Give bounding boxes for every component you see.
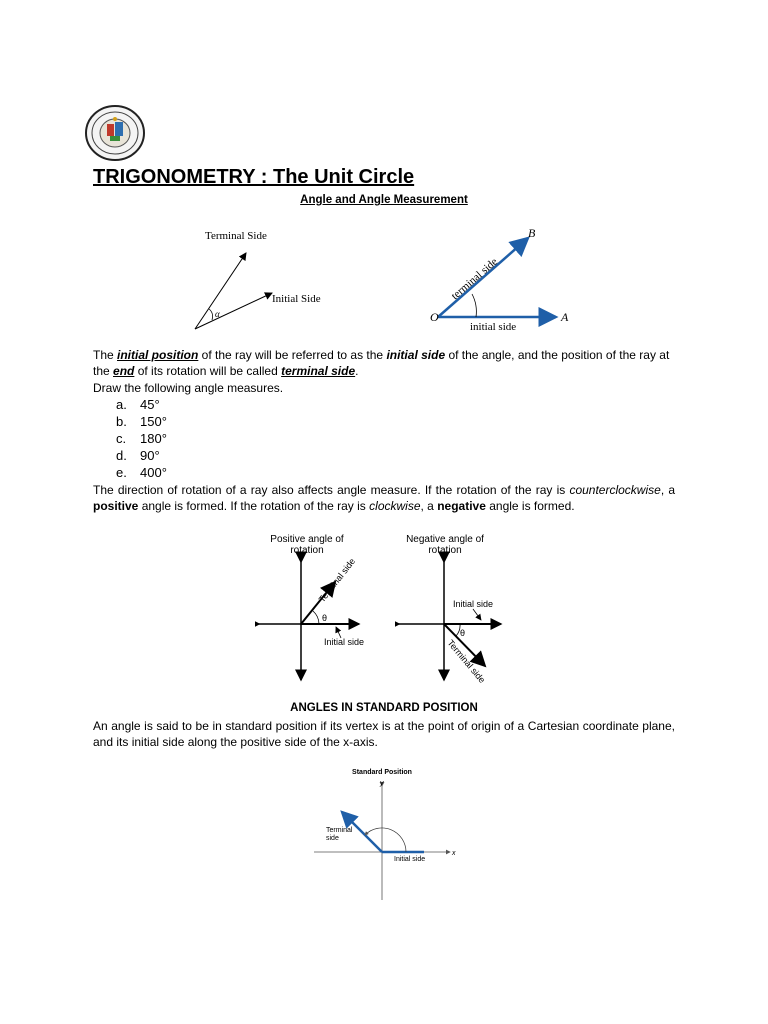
paragraph-rotation-direction: The direction of rotation of a ray also affects angle measure. If the rotation of the ray is counterclockwise, a positive angle is formed. If the rotation of the ray is clockwise, a negative angle is formed. (93, 483, 675, 513)
x-axis-label: x (452, 850, 456, 857)
angle-measure-list (116, 396, 167, 481)
theta-label: θ (460, 628, 466, 638)
positive-title-line1: Positive angle of (270, 534, 344, 545)
point-b-label: B (528, 226, 536, 240)
terminal-label-line2: side (326, 835, 339, 842)
standard-position-diagram (310, 764, 460, 904)
terminal-side-label: Terminal side (445, 637, 488, 685)
list-item: e. 400° (116, 465, 167, 480)
initial-side-label: initial side (470, 321, 517, 333)
terminal-side-label: terminal side (449, 255, 501, 303)
positive-title-line2: rotation (290, 545, 324, 556)
figure-title: Standard Position (352, 769, 412, 776)
negative-title-line1: Negative angle of (406, 534, 484, 545)
initial-side-label: Initial side (394, 856, 426, 863)
positive-rotation-diagram (255, 530, 375, 690)
list-item: d. 90° (116, 448, 160, 463)
list-item: a. 45° (116, 397, 160, 412)
page-title: TRIGONOMETRY : The Unit Circle (93, 166, 415, 188)
paragraph-initial-terminal: The initial position of the ray will be referred to as the initial side of the angle, and the position of the ray at the end of its rotation will be called terminal side. (93, 348, 670, 378)
terminal-side-label: Terminal side (316, 556, 358, 605)
initial-side-label: Initial side (324, 637, 365, 647)
terminal-side-label: Terminal Side (205, 230, 267, 242)
angle-diagram-1 (190, 225, 350, 335)
theta-label: θ (322, 613, 328, 623)
initial-side-label: Initial side (453, 599, 494, 609)
negative-title-line2: rotation (428, 545, 462, 556)
standard-position-heading: ANGLES IN STANDARD POSITION (290, 702, 478, 714)
initial-side-label: Initial Side (272, 293, 321, 305)
point-o-label: O (430, 310, 439, 324)
paragraph-standard-position: An angle is said to be in standard position if its vertex is at the point of origin of a Cartesian coordinate plane, and its initial side along the positive side of the x-axis. (93, 719, 675, 749)
angle-diagram-2 (420, 222, 580, 334)
negative-rotation-diagram (395, 530, 505, 690)
list-item: c. 180° (116, 431, 167, 446)
alpha-label: α (215, 309, 220, 319)
point-a-label: A (561, 310, 569, 324)
y-axis-label: y (380, 780, 384, 787)
list-item: b. 150° (116, 414, 167, 429)
section-subtitle: Angle and Angle Measurement (300, 194, 468, 206)
school-seal-logo (84, 104, 146, 162)
paragraph-instructions: Draw the following angle measures. (93, 381, 284, 395)
terminal-label-line1: Terminal (326, 827, 353, 834)
